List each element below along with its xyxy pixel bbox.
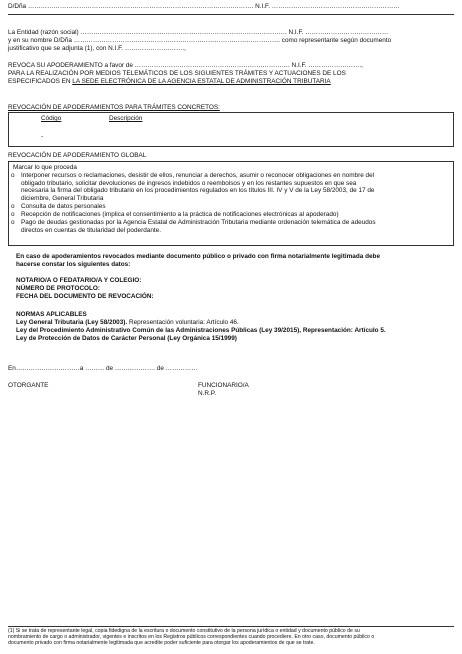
checkbox-bullet[interactable]: o [11,211,15,218]
grantor-person-line[interactable]: D/Dña ……………………………………………………………………………………………. N.I.F. …………………………………………………… [8,3,400,10]
footnote-line: (1) Si se trata de representante legal, copia fidedigna de la escritura o documento constitutivo de la persona jurídica o entidad y documento público de su [8,628,360,634]
global-box [8,161,454,246]
option-line: necesaria la firma del obligado tributario en los procedimientos regulados en los títulos III. IV y V de la Ley 58/2003, de 17 de [21,187,375,195]
checkbox-bullet[interactable]: o [11,172,15,179]
nrp-label: N.R.P. [198,390,216,397]
footnote [8,628,374,647]
purpose-line: PARA LA REALIZACIÓN POR MEDIOS TELEMÁTICOS DE LOS SIGUIENTES TRÁMITES Y ACTUACIONES DE LOS [8,70,346,77]
official-label: FUNCIONARIO/A [198,382,249,389]
option-line: directos en cuentas de titularidad del poderdante. [21,226,161,234]
purpose-text: ESPECIFICADOS EN [8,78,73,85]
checkbox-bullet[interactable]: o [11,219,15,226]
norm-law: Ley General Tributaria (Ley 58/2003). [16,319,128,326]
footnote-line: documento privado con firma notarialmente legitimada que acredite poder suficiente para otorgar los apoderamientos de que se trate. [8,640,315,647]
norm-line: Ley del Procedimiento Administrativo Común de las Administraciones Públicas (Ley 39/2015), Representación: Artículo 5. [16,327,386,334]
norm-line: Ley de Protección de Datos de Carácter Personal (Ley Orgánica 15/1999) [16,335,237,342]
checkbox-bullet[interactable]: o [11,203,15,210]
footnote-divider [8,626,454,627]
sede-link[interactable]: LA SEDE ELECTRÓNICA DE LA AGENCIA ESTATAL DE ADMINISTRACIÓN TRIBUTARIA [72,78,331,85]
option-line: Pago de deudas gestionadas por la Agencia Estatal de Administración Tributaria mediante ordenación telemática de adeudos [21,219,376,226]
purpose-line-2 [8,78,331,86]
norm-line [16,319,239,327]
place-date-line[interactable]: En…………………………a ……… de ………………. de …………… [8,365,198,372]
notary-intro-2: hacerse constar los siguientes datos: [16,261,131,268]
entity-line[interactable]: La Entidad (razón social) ……………………………………………………………………………………. N.I.F. ………………………………… [8,29,389,36]
option-line: diciembre, General Tributaria [21,194,104,202]
grantor-signature-label: OTORGANTE [8,382,49,389]
revocation-date-field[interactable]: FECHA DEL DOCUMENTO DE REVOCACIÓN: [16,293,154,300]
option-line: Recepción de notificaciones (implica el consentimiento a la práctica de notificaciones electrónicas al apoderado) [21,211,339,218]
footnote-line: nombramiento de cargo o administrador, vigentes e inscritos en los Registros públicos correspondientes cuando procediere. En otro caso, documento público o [8,634,375,641]
divider [8,14,454,15]
concrete-section-title: REVOCACIÓN DE APODERAMIENTOS PARA TRÁMITES CONCRETOS: [8,104,220,111]
option-line: obligado tributario, solicitar devoluciones de ingresos indebidos o reembolsos y en los restantes supuestos en que sea [21,179,357,187]
code-entry[interactable]: - [41,133,44,140]
code-header: Código [41,115,62,122]
concrete-box [8,112,454,147]
notary-intro: En caso de apoderamientos revocados mediante documento público o privado con firma notarialmente legitimada debe [16,253,380,260]
notary-field[interactable]: NOTARIO/A O FEDATARIO/A Y COLEGIO: [16,277,142,284]
mark-label: Marcar lo que proceda [13,164,77,171]
revoke-line[interactable]: REVOCA SU APODERAMIENTO a favor de ………………………………………………………………. N.I.F. ……………………., [8,62,363,69]
norms-title: NORMAS APLICABLES [16,311,87,318]
description-header: Descripción [109,115,143,122]
option-line: Interponer recursos o reclamaciones, desistir de ellos, renunciar a derechos, asumir o reconocer obligaciones en nombre del [21,172,375,179]
protocol-field[interactable]: NÚMERO DE PROTOCOLO: [16,285,101,292]
justification-line[interactable]: justificativo que se adjunta (1), con N.I.F. ………………………., [8,45,186,52]
option-line: Consulta de datos personales [21,203,106,210]
representative-line[interactable]: y en su nombre D/Dña ……………………………………………………………………………………. como representante según documento [8,37,392,44]
global-section-title: REVOCACIÓN DE APODERAMIENTO GLOBAL [8,152,147,159]
norm-article: Representación voluntaria: Artículo 46. [127,319,239,326]
